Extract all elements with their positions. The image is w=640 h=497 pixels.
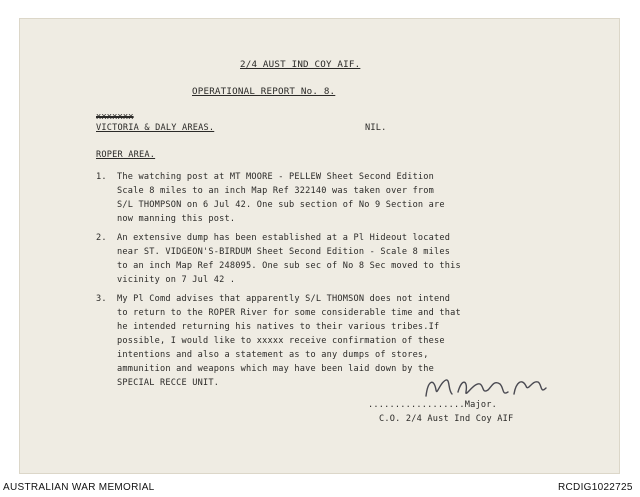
- item-number: 1.: [96, 172, 107, 182]
- paragraph-line: An extensive dump has been established at a Pl Hideout located: [117, 233, 451, 243]
- paragraph-line: to return to the ROPER River for some considerable time and that: [117, 308, 461, 318]
- report-title: OPERATIONAL REPORT No. 8.: [192, 86, 336, 97]
- item-paragraph: [117, 231, 461, 287]
- paragraph-line: near ST. VIDGEON'S-BIRDUM Sheet Second Edition - Scale 8 miles: [117, 247, 451, 257]
- paragraph-line: intentions and also a statement as to any dumps of stores,: [117, 350, 429, 360]
- item-number: 2.: [96, 233, 107, 243]
- paragraph-line: he intended returning his natives to their various tribes.If: [117, 322, 440, 332]
- handwritten-signature: [422, 372, 552, 402]
- footer-credit: AUSTRALIAN WAR MEMORIAL: [3, 482, 155, 493]
- paragraph-line: to an inch Map Ref 248095. One sub sec of No 8 Sec moved to this: [117, 261, 461, 271]
- unit-heading: 2/4 AUST IND COY AIF.: [240, 59, 361, 70]
- item-number: 3.: [96, 294, 107, 304]
- section-victoria-daly-status: NIL.: [365, 123, 387, 133]
- item-paragraph: [117, 170, 445, 226]
- paragraph-line: The watching post at MT MOORE - PELLEW Sheet Second Edition: [117, 172, 435, 182]
- paragraph-line: possible, I would like to xxxxx receive confirmation of these: [117, 336, 445, 346]
- section-roper: ROPER AREA.: [96, 150, 156, 160]
- item-paragraph: [117, 292, 461, 390]
- struck-out-text: xxxxxxx: [96, 112, 134, 122]
- paragraph-line: My Pl Comd advises that apparently S/L THOMSON does not intend: [117, 294, 451, 304]
- paragraph-line: Scale 8 miles to an inch Map Ref 322140 was taken over from: [117, 186, 435, 196]
- footer-id: RCDIG1022725: [558, 482, 633, 493]
- paragraph-line: vicinity on 7 Jul 42 .: [117, 275, 236, 285]
- paragraph-line: SPECIAL RECCE UNIT.: [117, 378, 220, 388]
- signature-block: C.O. 2/4 Aust Ind Coy AIF: [379, 414, 514, 424]
- signature-rank-line: ..................Major.: [368, 400, 497, 410]
- signature-scribble: [422, 372, 552, 402]
- paragraph-line: S/L THOMPSON on 6 Jul 42. One sub section of No 9 Section are: [117, 200, 445, 210]
- paragraph-line: now manning this post.: [117, 214, 236, 224]
- section-victoria-daly: VICTORIA & DALY AREAS.: [96, 123, 215, 133]
- paragraph-line: ammunition and weapons which may have been laid down by the: [117, 364, 435, 374]
